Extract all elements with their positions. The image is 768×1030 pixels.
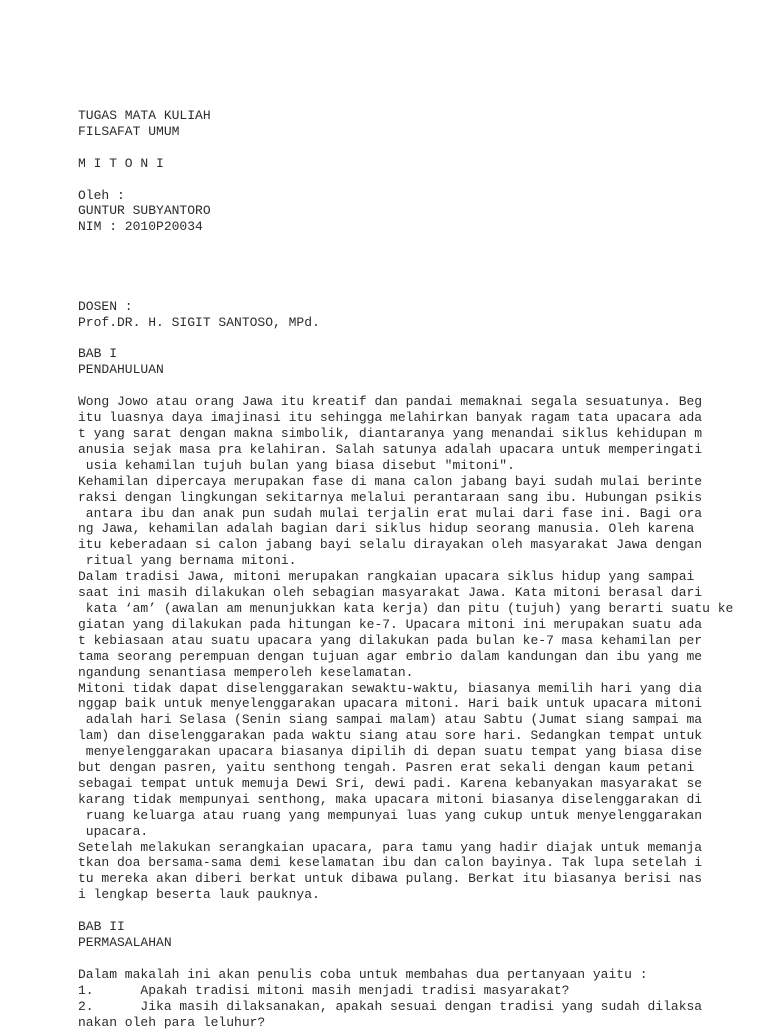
- blank-line: [78, 251, 768, 267]
- blank-line: [78, 235, 768, 251]
- body-line: Dalam tradisi Jawa, mitoni merupakan rangkaian upacara siklus hidup yang sampai: [78, 569, 768, 585]
- body-line: Mitoni tidak dapat diselenggarakan sewaktu-waktu, biasanya memilih hari yang dia: [78, 681, 768, 697]
- chapter-1-number: BAB I: [78, 346, 768, 362]
- body-line: itu keberadaan si calon jabang bayi selalu dirayakan oleh masyarakat Jawa dengan: [78, 537, 768, 553]
- body-line: Kehamilan dipercaya merupakan fase di mana calon jabang bayi sudah mulai berinte: [78, 474, 768, 490]
- body-line: upacara.: [78, 824, 768, 840]
- body-line: tu mereka akan diberi berkat untuk dibawa pulang. Berkat itu biasanya berisi nas: [78, 871, 768, 887]
- body-line: t yang sarat dengan makna simbolik, diantaranya yang menandai siklus kehidupan m: [78, 426, 768, 442]
- body-line: tkan doa bersama-sama demi keselamatan ibu dan calon bayinya. Tak lupa setelah i: [78, 855, 768, 871]
- body-line: antara ibu dan anak pun sudah mulai terjalin erat mulai dari fase ini. Bagi ora: [78, 506, 768, 522]
- body-line: kata ‘am’ (awalan am menunjukkan kata kerja) dan pitu (tujuh) yang berarti suatu ke: [78, 601, 768, 617]
- course-line-1: TUGAS MATA KULIAH: [78, 108, 768, 124]
- chapter-1-title: PENDAHULUAN: [78, 362, 768, 378]
- blank-line: [78, 951, 768, 967]
- body-line: karang tidak mempunyai senthong, maka upacara mitoni biasanya diselenggarakan di: [78, 792, 768, 808]
- body-line: giatan yang dilakukan pada hitungan ke-7. Upacara mitoni ini merupakan suatu ada: [78, 617, 768, 633]
- body-line: saat ini masih dilakukan oleh sebagian masyarakat Jawa. Kata mitoni berasal dari: [78, 585, 768, 601]
- chapter-2-number: BAB II: [78, 919, 768, 935]
- chapter-2-intro: Dalam makalah ini akan penulis coba untuk membahas dua pertanyaan yaitu :: [78, 967, 768, 983]
- blank-line: [78, 140, 768, 156]
- chapter-2-title: PERMASALAHAN: [78, 935, 768, 951]
- body-line: ritual yang bernama mitoni.: [78, 553, 768, 569]
- course-line-2: FILSAFAT UMUM: [78, 124, 768, 140]
- blank-line: [78, 331, 768, 347]
- body-line: menyelenggarakan upacara biasanya dipilih di depan suatu tempat yang biasa dise: [78, 744, 768, 760]
- author-label: Oleh :: [78, 188, 768, 204]
- body-line: usia kehamilan tujuh bulan yang biasa disebut "mitoni".: [78, 458, 768, 474]
- body-line: raksi dengan lingkungan sekitarnya melalui perantaraan sang ibu. Hubungan psikis: [78, 490, 768, 506]
- blank-line: [78, 283, 768, 299]
- body-line: i lengkap beserta lauk pauknya.: [78, 887, 768, 903]
- body-line: Wong Jowo atau orang Jawa itu kreatif dan pandai memaknai segala sesuatunya. Beg: [78, 394, 768, 410]
- author-name: GUNTUR SUBYANTORO: [78, 203, 768, 219]
- body-line: lam) dan diselenggarakan pada waktu siang atau sore hari. Sedangkan tempat untuk: [78, 728, 768, 744]
- body-line: adalah hari Selasa (Senin siang sampai malam) atau Sabtu (Jumat siang sampai ma: [78, 712, 768, 728]
- body-line: ngandung senantiasa memperoleh keselamatan.: [78, 665, 768, 681]
- body-line: t kebiasaan atau suatu upacara yang dilakukan pada bulan ke-7 masa kehamilan per: [78, 633, 768, 649]
- body-line: sebagai tempat untuk memuja Dewi Sri, dewi padi. Karena kebanyakan masyarakat se: [78, 776, 768, 792]
- blank-line: [78, 903, 768, 919]
- body-line: anusia sejak masa pra kelahiran. Salah satunya adalah upacara untuk memperingati: [78, 442, 768, 458]
- body-line: ng Jawa, kehamilan adalah bagian dari siklus hidup seorang manusia. Oleh karena: [78, 521, 768, 537]
- document-page: [78, 108, 768, 1030]
- lecturer-label: DOSEN :: [78, 299, 768, 315]
- author-nim: NIM : 2010P20034: [78, 219, 768, 235]
- body-line: nggap baik untuk menyelenggarakan upacara mitoni. Hari baik untuk upacara mitoni: [78, 696, 768, 712]
- question-item: nakan oleh para leluhur?: [78, 1015, 768, 1030]
- question-item: 2. Jika masih dilaksanakan, apakah sesuai dengan tradisi yang sudah dilaksa: [78, 999, 768, 1015]
- body-line: tama seorang perempuan dengan tujuan agar embrio dalam kandungan dan ibu yang me: [78, 649, 768, 665]
- body-line: itu luasnya daya imajinasi itu sehingga melahirkan banyak ragam tata upacara ada: [78, 410, 768, 426]
- body-line: ruang keluarga atau ruang yang mempunyai luas yang cukup untuk menyelenggarakan: [78, 808, 768, 824]
- question-item: 1. Apakah tradisi mitoni masih menjadi tradisi masyarakat?: [78, 983, 768, 999]
- blank-line: [78, 267, 768, 283]
- document-title: M I T O N I: [78, 156, 768, 172]
- blank-line: [78, 378, 768, 394]
- body-line: but dengan pasren, yaitu senthong tengah. Pasren erat sekali dengan kaum petani: [78, 760, 768, 776]
- body-line: Setelah melakukan serangkaian upacara, para tamu yang hadir diajak untuk memanja: [78, 840, 768, 856]
- lecturer-name: Prof.DR. H. SIGIT SANTOSO, MPd.: [78, 315, 768, 331]
- blank-line: [78, 172, 768, 188]
- chapter-1-body: [78, 394, 768, 903]
